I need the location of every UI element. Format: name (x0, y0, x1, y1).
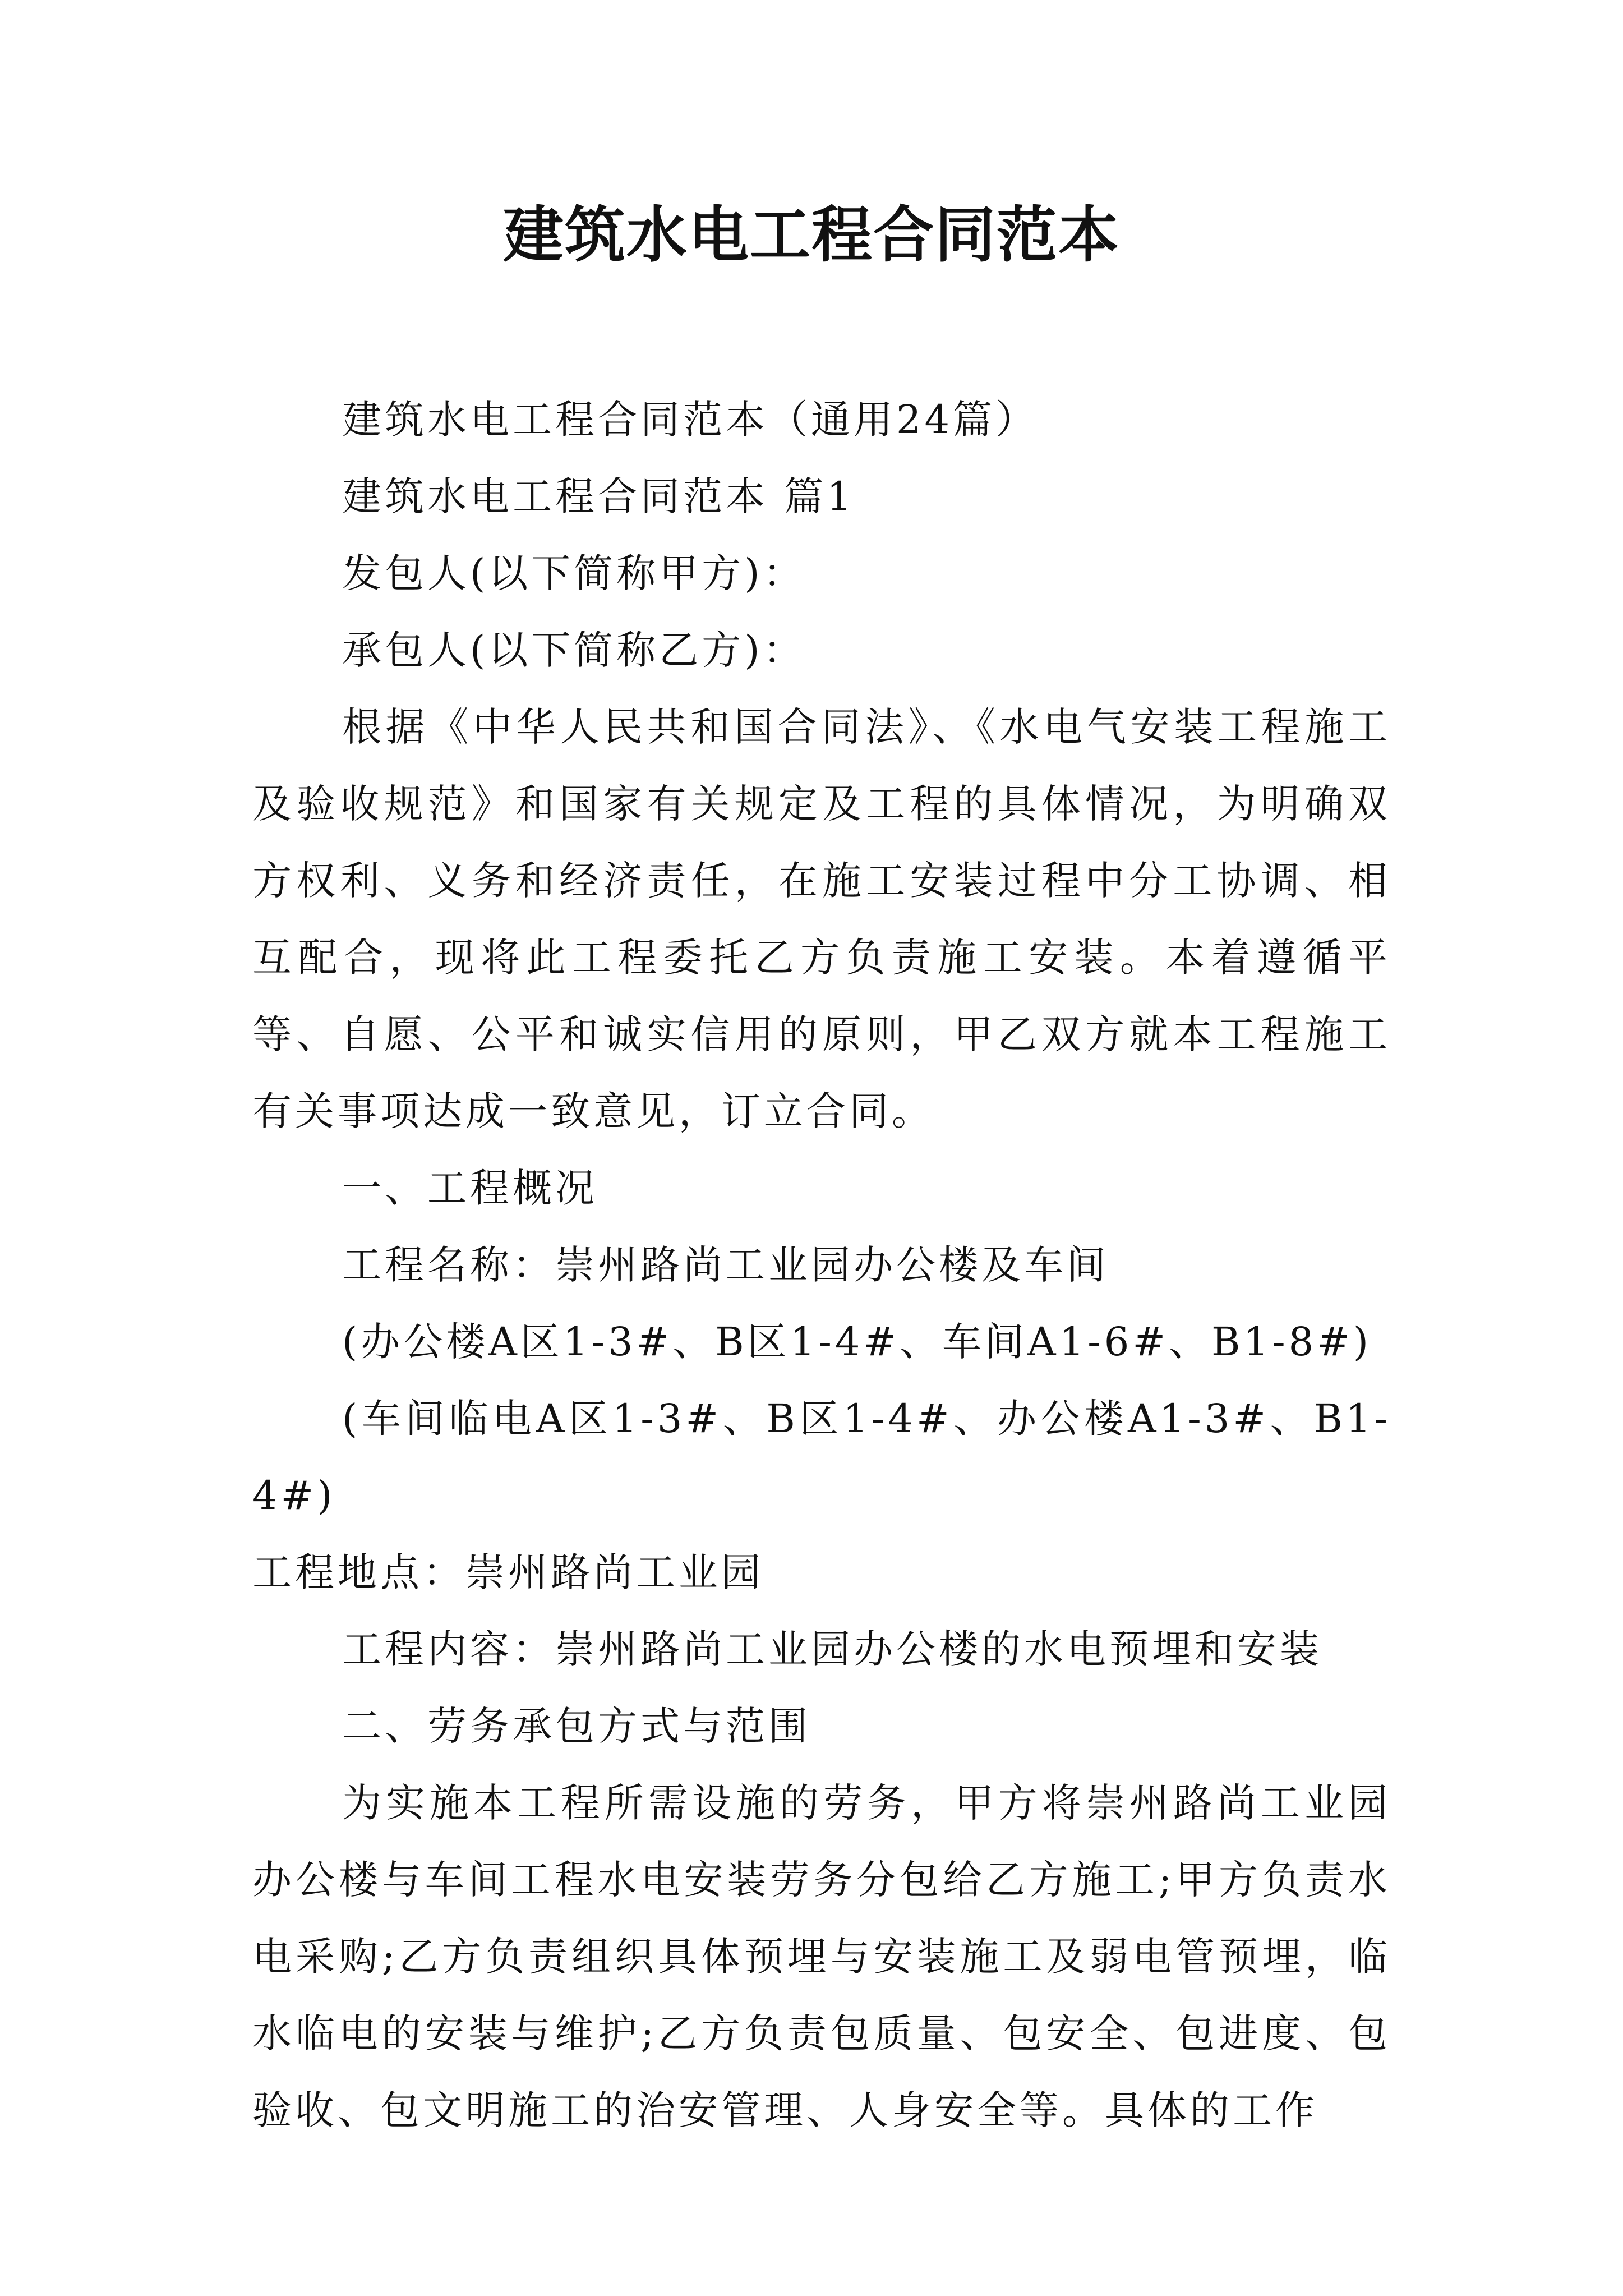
paragraph-project-scope-office: (办公楼A区1-3#、B区1-4#、车间A1-6#、B1-8#) (342, 1319, 1372, 1365)
paragraph-project-content: 工程内容：崇州路尚工业园办公楼的水电预埋和安装 (342, 1626, 1322, 1672)
paragraph-project-location: 工程地点：崇州路尚工业园 (252, 1549, 764, 1595)
paragraph-subtitle: 建筑水电工程合同范本（通用24篇） (342, 397, 1039, 443)
paragraph-project-scope-workshop: (车间临电A区1-3#、B区1-4#、办公楼A1-3#、B1-4#) (252, 1396, 1391, 1519)
paragraph-heading-contract-scope: 二、劳务承包方式与范围 (342, 1703, 811, 1749)
paragraph-project-name: 工程名称：崇州路尚工业园办公楼及车间 (342, 1242, 1109, 1288)
document-title: 建筑水电工程合同范本 (502, 200, 1120, 270)
paragraph-contractor: 承包人(以下简称乙方)： (342, 627, 806, 673)
paragraph-section-heading: 建筑水电工程合同范本 篇1 (342, 473, 855, 519)
paragraph-scope-details: 为实施本工程所需设施的劳务，甲方将崇州路尚工业园办公楼与车间工程水电安装劳务分包给乙方施工;甲方负责水电采购;乙方负责组织具体预埋与安装施工及弱电管预埋，临水临电的安装与维护;乙方负责包质量、包安全、包进度、包验收、包文明施工的治安管理、人身安全等。具体的工作 (252, 1780, 1391, 2133)
paragraph-heading-overview: 一、工程概况 (342, 1165, 598, 1211)
paragraph-employer: 发包人(以下简称甲方)： (342, 550, 806, 596)
paragraph-preamble: 根据《中华人民共和国合同法》、《水电气安装工程施工及验收规范》和国家有关规定及工程的具体情况，为明确双方权利、义务和经济责任，在施工安装过程中分工协调、相互配合，现将此工程委托乙方负责施工安装。本着遵循平等、自愿、公平和诚实信用的原则，甲乙双方就本工程施工有关事项达成一致意见，订立合同。 (252, 704, 1391, 1134)
document-body (252, 381, 1391, 2149)
